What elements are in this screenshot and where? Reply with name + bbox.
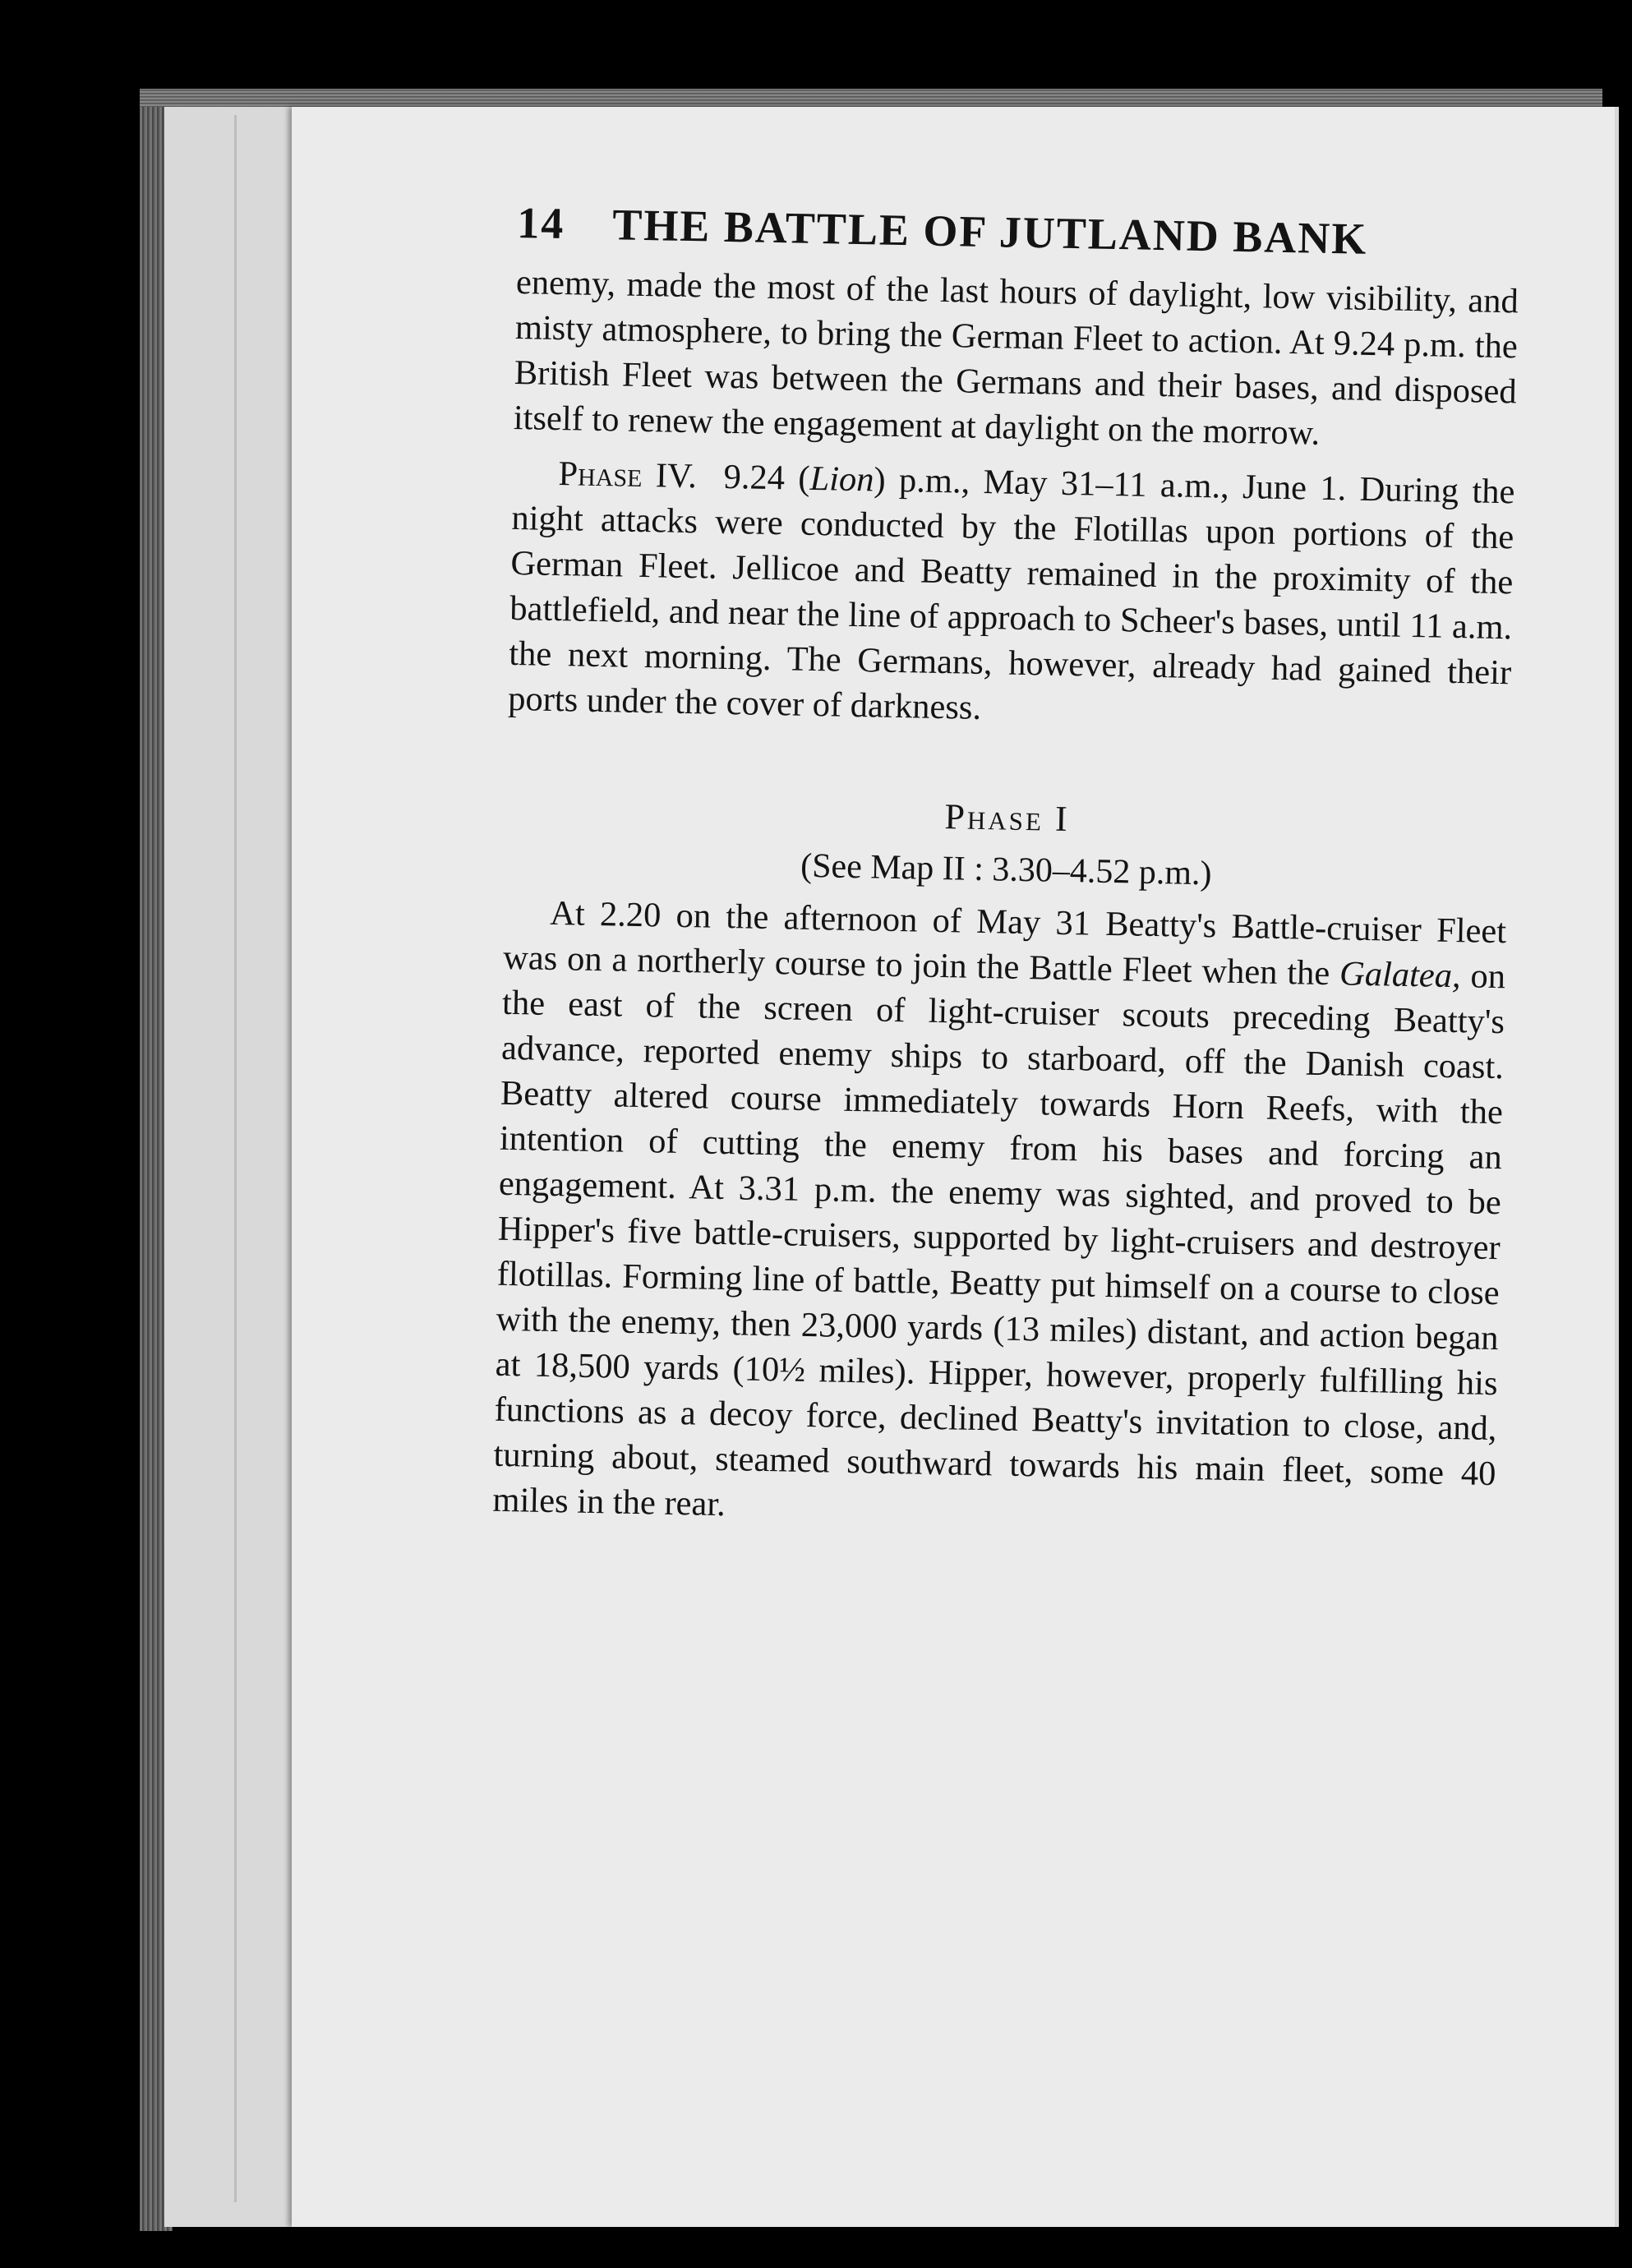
book-binding-top xyxy=(140,89,1602,107)
page-number: 14 xyxy=(516,197,565,249)
page-gutter-line xyxy=(234,115,237,2202)
section-heading: Phase I xyxy=(944,796,1071,840)
phase-i-text-b: on the east of the screen of light-cruiser scouts preceding Beatty's advance, reported enemy ships to starboard, off the Danish coast. Beatty altered course immediately towards Horn Reefs, with the intention of cutting the enemy from his bases and forcing an engagement. At 3.31 p.m. the enemy was sighted, and proved to be Hipper's five battle-cruisers, supported by light-cruisers and destroyer flotillas. Forming line of battle, Beatty put himself on a course to close with the enemy, then 23,000 yards (13 miles) distant, and action began at 18,500 yards (10½ miles). Hipper, however, properly fulfilling his functions as a decoy force, declined Beatty's invitation to close, and, turning about, steamed southward towards his main fleet, some 40 miles in the rear. xyxy=(492,957,1506,1524)
running-head: THE BATTLE OF JUTLAND BANK xyxy=(611,200,1368,264)
paragraph-phase-iv xyxy=(508,450,1515,740)
phase-iv-label: Phase IV. xyxy=(558,454,698,496)
phase-i-text-a: At 2.20 on the afternoon of May 31 Beatty's Battle-cruiser Fleet was on a northerly course to join the Battle Fleet when the xyxy=(502,893,1507,993)
phase-iv-time-b: ) p.m., May 31–11 a.m., June 1. xyxy=(874,460,1347,509)
paragraph-phase-i xyxy=(492,890,1507,1542)
ship-name-galatea: Galatea, xyxy=(1339,954,1462,996)
map-reference: (See Map II : 3.30–4.52 p.m.) xyxy=(800,846,1212,893)
phase-iv-time-a: 9.24 ( xyxy=(723,457,811,498)
phase-iv-text: During the night attacks were conducted by the Flotillas upon portions of the German Fleet. Jellicoe and Beatty remained in the proximity of the battlefield, and near the line of approach to Scheer's bases, until 11 a.m. the next morning. The Germans, however, already had gained their ports under the cover of darkness. xyxy=(507,469,1515,727)
ship-name-lion: Lion xyxy=(809,459,874,500)
paragraph-continuation: enemy, made the most of the last hours of daylight, low visibility, and misty atmosphere, to bring the German Fleet to action. At 9.24 p.m. the British Fleet was between the Germans and their bases, and disposed itself to renew the engagement at daylight on the morrow. xyxy=(513,262,1519,453)
page-content xyxy=(492,197,1520,1542)
